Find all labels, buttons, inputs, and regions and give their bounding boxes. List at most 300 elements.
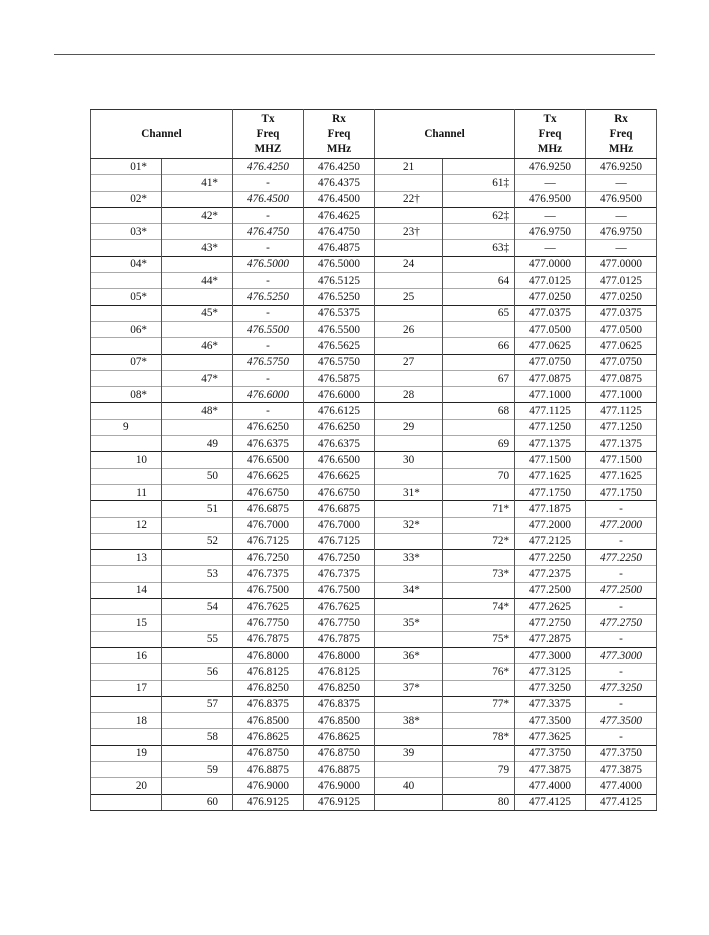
table-row (91, 599, 657, 615)
channel-secondary-right (443, 159, 515, 175)
channel-secondary-right: 75* (443, 631, 515, 647)
tx-freq-right: 477.0750 (515, 354, 586, 370)
channel-secondary-right: 68 (443, 403, 515, 419)
channel-primary-right (375, 664, 443, 680)
tx-freq-right: 477.0250 (515, 289, 586, 305)
channel-secondary-left (162, 452, 233, 468)
channel-secondary-left (162, 680, 233, 696)
header-channel-left: Channel (91, 110, 233, 159)
channel-primary-right (375, 729, 443, 745)
channel-secondary-left (162, 354, 233, 370)
channel-primary-left: 13 (91, 550, 162, 566)
table-row (91, 615, 657, 631)
channel-primary-right (375, 501, 443, 517)
channel-secondary-right: 71* (443, 501, 515, 517)
rx-freq-left: 476.7500 (304, 582, 375, 598)
tx-freq-right: 477.3250 (515, 680, 586, 696)
channel-primary-left: 14 (91, 582, 162, 598)
channel-primary-right: 36* (375, 647, 443, 663)
rx-freq-right: 477.1125 (586, 403, 657, 419)
channel-secondary-left: 49 (162, 436, 233, 452)
rx-freq-right: 477.1500 (586, 452, 657, 468)
tx-freq-left: - (233, 175, 304, 191)
channel-primary-right (375, 273, 443, 289)
tx-freq-left: - (233, 403, 304, 419)
channel-secondary-left: 46* (162, 338, 233, 354)
rx-freq-right: 477.2500 (586, 582, 657, 598)
channel-secondary-right (443, 256, 515, 272)
rx-freq-left: 476.7000 (304, 517, 375, 533)
tx-freq-left: - (233, 240, 304, 256)
rx-freq-right: — (586, 175, 657, 191)
tx-freq-left: 476.6500 (233, 452, 304, 468)
rx-freq-left: 476.7625 (304, 599, 375, 615)
channel-secondary-left: 59 (162, 761, 233, 777)
rx-freq-left: 476.7250 (304, 550, 375, 566)
channel-primary-right: 34* (375, 582, 443, 598)
tx-freq-right: 477.1875 (515, 501, 586, 517)
channel-primary-right (375, 436, 443, 452)
channel-primary-left: 17 (91, 680, 162, 696)
channel-secondary-left (162, 224, 233, 240)
channel-secondary-right (443, 778, 515, 794)
channel-secondary-left (162, 484, 233, 500)
rx-freq-left: 476.8500 (304, 713, 375, 729)
table-row (91, 794, 657, 810)
top-rule (54, 54, 655, 55)
channel-primary-left (91, 664, 162, 680)
rx-freq-right: - (586, 631, 657, 647)
tx-freq-left: 476.7500 (233, 582, 304, 598)
rx-freq-left: 476.5750 (304, 354, 375, 370)
tx-freq-left: 476.6250 (233, 419, 304, 435)
tx-freq-left: - (233, 338, 304, 354)
tx-freq-left: 476.9125 (233, 794, 304, 810)
tx-freq-left: 476.6000 (233, 387, 304, 403)
rx-freq-right: - (586, 696, 657, 712)
rx-freq-left: 476.7750 (304, 615, 375, 631)
table-row (91, 207, 657, 223)
channel-primary-left (91, 794, 162, 810)
table-row (91, 696, 657, 712)
channel-secondary-left: 60 (162, 794, 233, 810)
channel-secondary-left (162, 582, 233, 598)
channel-secondary-left: 53 (162, 566, 233, 582)
header-rx-right-line3: MHz (608, 142, 634, 155)
channel-primary-left (91, 729, 162, 745)
tx-freq-right: 477.1500 (515, 452, 586, 468)
channel-secondary-left: 42* (162, 207, 233, 223)
channel-primary-right (375, 305, 443, 321)
channel-primary-right (375, 696, 443, 712)
channel-secondary-left: 56 (162, 664, 233, 680)
table-row (91, 370, 657, 386)
tx-freq-left: 476.8250 (233, 680, 304, 696)
tx-freq-left: 476.6625 (233, 468, 304, 484)
rx-freq-right: 477.0375 (586, 305, 657, 321)
channel-primary-right: 32* (375, 517, 443, 533)
rx-freq-left: 476.6250 (304, 419, 375, 435)
channel-secondary-left: 43* (162, 240, 233, 256)
channel-secondary-left (162, 387, 233, 403)
tx-freq-right: 477.0000 (515, 256, 586, 272)
channel-primary-right: 33* (375, 550, 443, 566)
table-row (91, 321, 657, 337)
rx-freq-left: 476.6500 (304, 452, 375, 468)
rx-freq-left: 476.6625 (304, 468, 375, 484)
rx-freq-right: 477.0750 (586, 354, 657, 370)
tx-freq-left: 476.8375 (233, 696, 304, 712)
channel-secondary-left (162, 256, 233, 272)
table-row (91, 403, 657, 419)
tx-freq-right: 477.2250 (515, 550, 586, 566)
table-row (91, 550, 657, 566)
tx-freq-right: 477.1750 (515, 484, 586, 500)
channel-secondary-right: 69 (443, 436, 515, 452)
tx-freq-right: 477.3875 (515, 761, 586, 777)
rx-freq-right: 477.1750 (586, 484, 657, 500)
tx-freq-left: 476.5500 (233, 321, 304, 337)
rx-freq-left: 476.5125 (304, 273, 375, 289)
rx-freq-left: 476.4875 (304, 240, 375, 256)
channel-secondary-right (443, 745, 515, 761)
rx-freq-left: 476.8125 (304, 664, 375, 680)
rx-freq-right: 476.9500 (586, 191, 657, 207)
rx-freq-right: 477.3500 (586, 713, 657, 729)
rx-freq-right: 477.4000 (586, 778, 657, 794)
channel-secondary-right (443, 191, 515, 207)
tx-freq-right: 477.3000 (515, 647, 586, 663)
channel-secondary-right (443, 387, 515, 403)
rx-freq-left: 476.8000 (304, 647, 375, 663)
tx-freq-right: 477.1250 (515, 419, 586, 435)
rx-freq-left: 476.7375 (304, 566, 375, 582)
table-row (91, 387, 657, 403)
rx-freq-left: 476.9000 (304, 778, 375, 794)
tx-freq-right: 477.3125 (515, 664, 586, 680)
channel-secondary-left (162, 191, 233, 207)
header-channel-right: Channel (375, 110, 515, 159)
rx-freq-right: 477.0125 (586, 273, 657, 289)
tx-freq-right: 477.3500 (515, 713, 586, 729)
channel-secondary-right: 61‡ (443, 175, 515, 191)
channel-secondary-right (443, 713, 515, 729)
channel-secondary-left: 47* (162, 370, 233, 386)
tx-freq-right: 477.2875 (515, 631, 586, 647)
channel-secondary-right: 74* (443, 599, 515, 615)
rx-freq-left: 476.8375 (304, 696, 375, 712)
channel-secondary-right: 79 (443, 761, 515, 777)
table-row (91, 354, 657, 370)
tx-freq-right: 477.4000 (515, 778, 586, 794)
header-rx-right-line2: Freq (609, 127, 633, 140)
channel-primary-left (91, 175, 162, 191)
tx-freq-right: 477.2125 (515, 533, 586, 549)
tx-freq-right: 477.0125 (515, 273, 586, 289)
channel-primary-right (375, 794, 443, 810)
tx-freq-left: 476.8625 (233, 729, 304, 745)
table-row (91, 713, 657, 729)
table-row (91, 484, 657, 500)
channel-primary-left: 08* (91, 387, 162, 403)
rx-freq-left: 476.5375 (304, 305, 375, 321)
channel-primary-left: 05* (91, 289, 162, 305)
header-rx-right (586, 110, 657, 159)
rx-freq-right: - (586, 501, 657, 517)
table-row (91, 452, 657, 468)
channel-secondary-right (443, 647, 515, 663)
channel-secondary-right (443, 419, 515, 435)
tx-freq-left: 476.8125 (233, 664, 304, 680)
channel-primary-left (91, 501, 162, 517)
channel-primary-left: 20 (91, 778, 162, 794)
channel-secondary-right (443, 680, 515, 696)
channel-primary-right (375, 533, 443, 549)
channel-secondary-right (443, 484, 515, 500)
channel-secondary-left: 57 (162, 696, 233, 712)
tx-freq-left: 476.7125 (233, 533, 304, 549)
tx-freq-left: 476.4500 (233, 191, 304, 207)
rx-freq-right: 477.0500 (586, 321, 657, 337)
channel-primary-left: 01* (91, 159, 162, 175)
tx-freq-right: 477.2375 (515, 566, 586, 582)
channel-primary-right (375, 338, 443, 354)
channel-primary-right: 24 (375, 256, 443, 272)
channel-primary-right: 22† (375, 191, 443, 207)
rx-freq-right: — (586, 240, 657, 256)
table-row (91, 501, 657, 517)
channel-primary-left (91, 696, 162, 712)
channel-primary-right: 35* (375, 615, 443, 631)
rx-freq-left: 476.8625 (304, 729, 375, 745)
channel-primary-right: 21 (375, 159, 443, 175)
rx-freq-right: 477.1375 (586, 436, 657, 452)
rx-freq-left: 476.5250 (304, 289, 375, 305)
channel-primary-left: 15 (91, 615, 162, 631)
channel-primary-right: 38* (375, 713, 443, 729)
tx-freq-left: 476.5750 (233, 354, 304, 370)
rx-freq-left: 476.7875 (304, 631, 375, 647)
rx-freq-left: 476.8750 (304, 745, 375, 761)
tx-freq-left: 476.6750 (233, 484, 304, 500)
table-row (91, 240, 657, 256)
header-tx-left-line3: MHZ (254, 142, 282, 155)
channel-primary-right: 29 (375, 419, 443, 435)
rx-freq-left: 476.6125 (304, 403, 375, 419)
channel-primary-left (91, 468, 162, 484)
table-row (91, 745, 657, 761)
rx-freq-left: 476.6875 (304, 501, 375, 517)
channel-primary-right (375, 175, 443, 191)
rx-freq-left: 476.6750 (304, 484, 375, 500)
header-tx-left-line2: Freq (256, 127, 280, 140)
header-tx-right (515, 110, 586, 159)
header-tx-right-line1: Tx (543, 112, 557, 125)
rx-freq-right: 477.2000 (586, 517, 657, 533)
channel-secondary-right: 73* (443, 566, 515, 582)
rx-freq-right: - (586, 599, 657, 615)
channel-primary-left (91, 305, 162, 321)
channel-secondary-left (162, 647, 233, 663)
table-body (91, 159, 657, 811)
table-row (91, 729, 657, 745)
table-row (91, 566, 657, 582)
channel-secondary-left (162, 778, 233, 794)
tx-freq-left: 476.5250 (233, 289, 304, 305)
table-header-row (91, 110, 657, 159)
channel-primary-left: 16 (91, 647, 162, 663)
rx-freq-left: 476.4750 (304, 224, 375, 240)
tx-freq-right: 477.2750 (515, 615, 586, 631)
tx-freq-right: 477.2500 (515, 582, 586, 598)
header-rx-right-line1: Rx (614, 112, 628, 125)
channel-primary-left (91, 338, 162, 354)
channel-primary-right (375, 599, 443, 615)
channel-primary-left (91, 403, 162, 419)
table-row (91, 761, 657, 777)
tx-freq-right: 477.1375 (515, 436, 586, 452)
channel-primary-right: 27 (375, 354, 443, 370)
rx-freq-left: 476.4625 (304, 207, 375, 223)
header-tx-right-line3: MHz (537, 142, 563, 155)
channel-secondary-left (162, 713, 233, 729)
table-row (91, 778, 657, 794)
channel-primary-right (375, 631, 443, 647)
rx-freq-right: - (586, 729, 657, 745)
tx-freq-right: 477.1125 (515, 403, 586, 419)
rx-freq-right: 477.0000 (586, 256, 657, 272)
channel-secondary-left (162, 419, 233, 435)
tx-freq-left: - (233, 207, 304, 223)
table-row (91, 289, 657, 305)
channel-primary-left: 04* (91, 256, 162, 272)
channel-secondary-right: 65 (443, 305, 515, 321)
channel-primary-left: 11 (91, 484, 162, 500)
tx-freq-left: 476.9000 (233, 778, 304, 794)
channel-primary-left: 18 (91, 713, 162, 729)
tx-freq-right: 477.1000 (515, 387, 586, 403)
rx-freq-right: 477.4125 (586, 794, 657, 810)
channel-primary-left: 10 (91, 452, 162, 468)
rx-freq-left: 476.7125 (304, 533, 375, 549)
rx-freq-right: — (586, 207, 657, 223)
channel-secondary-left: 45* (162, 305, 233, 321)
rx-freq-right: 476.9750 (586, 224, 657, 240)
table-row (91, 517, 657, 533)
header-rx-left (304, 110, 375, 159)
channel-secondary-left: 54 (162, 599, 233, 615)
channel-secondary-left (162, 289, 233, 305)
channel-secondary-left (162, 550, 233, 566)
channel-secondary-right (443, 615, 515, 631)
channel-secondary-right (443, 517, 515, 533)
rx-freq-left: 476.8250 (304, 680, 375, 696)
rx-freq-left: 476.8875 (304, 761, 375, 777)
rx-freq-right: 477.2250 (586, 550, 657, 566)
tx-freq-right: 476.9500 (515, 191, 586, 207)
tx-freq-left: 476.7250 (233, 550, 304, 566)
channel-primary-left (91, 631, 162, 647)
channel-primary-right: 39 (375, 745, 443, 761)
channel-primary-right: 26 (375, 321, 443, 337)
tx-freq-left: - (233, 273, 304, 289)
tx-freq-right: 477.4125 (515, 794, 586, 810)
channel-primary-right: 23† (375, 224, 443, 240)
rx-freq-right: 477.1250 (586, 419, 657, 435)
channel-primary-left (91, 533, 162, 549)
tx-freq-left: - (233, 305, 304, 321)
tx-freq-left: 476.5000 (233, 256, 304, 272)
tx-freq-right: 476.9750 (515, 224, 586, 240)
rx-freq-right: - (586, 664, 657, 680)
channel-primary-right (375, 240, 443, 256)
channel-secondary-left: 44* (162, 273, 233, 289)
channel-secondary-right: 67 (443, 370, 515, 386)
rx-freq-right: 477.1000 (586, 387, 657, 403)
tx-freq-right: 477.1625 (515, 468, 586, 484)
tx-freq-right: 477.3750 (515, 745, 586, 761)
table-row (91, 631, 657, 647)
channel-primary-left (91, 240, 162, 256)
tx-freq-right: 477.0375 (515, 305, 586, 321)
channel-primary-left: 02* (91, 191, 162, 207)
table-row (91, 582, 657, 598)
table-row (91, 436, 657, 452)
channel-secondary-left: 52 (162, 533, 233, 549)
table-row (91, 191, 657, 207)
channel-primary-left: 12 (91, 517, 162, 533)
channel-primary-right (375, 403, 443, 419)
channel-secondary-left: 50 (162, 468, 233, 484)
header-rx-left-line3: MHz (326, 142, 352, 155)
table-row (91, 680, 657, 696)
channel-secondary-left (162, 745, 233, 761)
channel-secondary-right: 70 (443, 468, 515, 484)
table-row (91, 419, 657, 435)
tx-freq-right: 477.0625 (515, 338, 586, 354)
channel-secondary-right: 80 (443, 794, 515, 810)
header-tx-right-line2: Freq (538, 127, 562, 140)
channel-secondary-right: 62‡ (443, 207, 515, 223)
header-tx-left-line1: Tx (261, 112, 275, 125)
channel-secondary-right (443, 550, 515, 566)
rx-freq-right: 477.0875 (586, 370, 657, 386)
tx-freq-left: 476.8875 (233, 761, 304, 777)
rx-freq-right: - (586, 533, 657, 549)
header-tx-left (233, 110, 304, 159)
tx-freq-left: 476.4250 (233, 159, 304, 175)
table-row (91, 533, 657, 549)
rx-freq-right: 477.0250 (586, 289, 657, 305)
rx-freq-right: - (586, 566, 657, 582)
table-row (91, 664, 657, 680)
channel-primary-right: 28 (375, 387, 443, 403)
table-row (91, 338, 657, 354)
channel-secondary-left: 51 (162, 501, 233, 517)
channel-primary-left: 9 (91, 419, 162, 435)
channel-primary-left: 07* (91, 354, 162, 370)
rx-freq-left: 476.6375 (304, 436, 375, 452)
channel-primary-right: 25 (375, 289, 443, 305)
rx-freq-left: 476.4375 (304, 175, 375, 191)
tx-freq-left: 476.6875 (233, 501, 304, 517)
channel-secondary-right (443, 321, 515, 337)
tx-freq-left: - (233, 370, 304, 386)
channel-secondary-right (443, 354, 515, 370)
channel-primary-left (91, 273, 162, 289)
channel-primary-right: 30 (375, 452, 443, 468)
tx-freq-right: — (515, 175, 586, 191)
